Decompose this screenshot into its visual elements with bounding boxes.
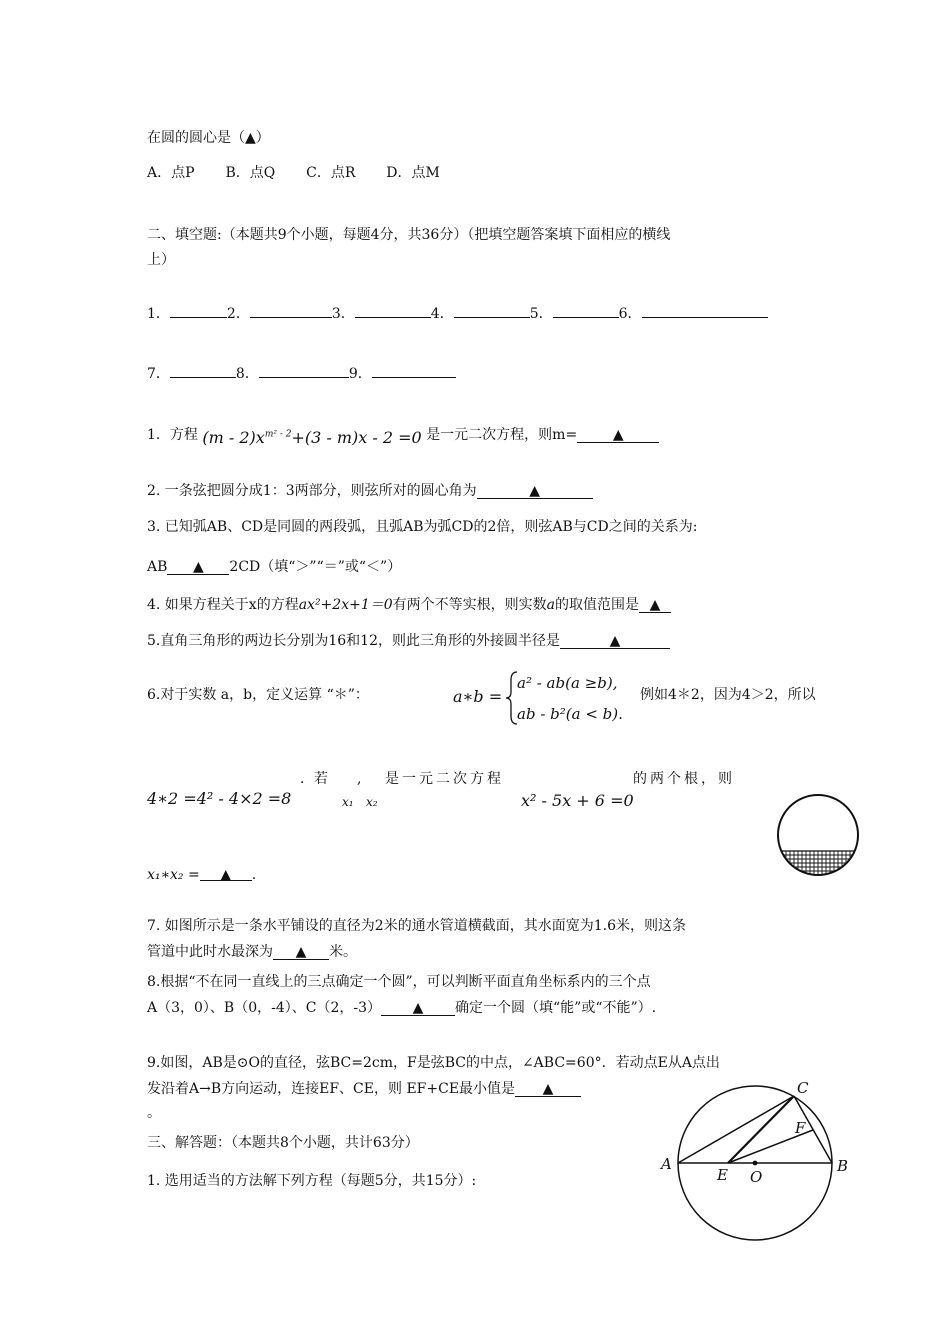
q4-equation: ax²+2x+1＝0 — [298, 597, 393, 613]
q9-line3: 。 — [147, 1105, 161, 1121]
q1-equation — [202, 428, 421, 447]
q4-answer-blank[interactable]: ▲ — [639, 596, 671, 613]
option-d: D．点M — [386, 165, 440, 181]
q1-answer-blank[interactable]: ▲ — [577, 426, 659, 443]
q6-answer-blank[interactable]: ▲ — [200, 866, 252, 881]
segment-ce — [728, 1096, 794, 1163]
answer-row-2 — [147, 361, 456, 383]
section3-q1: 1. 选用适当的方法解下列方程（每题5分，共15分）: — [147, 1173, 477, 1189]
q1-suffix: 是一元二次方程，则m= — [426, 427, 578, 443]
answer-blank-1[interactable] — [170, 301, 227, 318]
label-f: F — [795, 1119, 806, 1137]
q6-result-line: x₁∗x₂ = ▲ . — [147, 867, 257, 883]
option-c: C．点R — [306, 165, 356, 181]
answer-label-4: 4． — [430, 306, 454, 322]
q3-suffix: 2CD（填“＞”“＝”或“＜”） — [229, 559, 402, 575]
q1-eq-part-b: +(3 - m)x - 2 =0 — [291, 428, 422, 447]
q1-eq-exponent: m² - 2 — [264, 429, 292, 440]
q3-answer-blank[interactable]: ▲ — [167, 558, 229, 575]
q6-x1: x₁ — [342, 795, 354, 809]
q1-eq-part-a: (m - 2)x — [202, 428, 265, 447]
section3-title: 三、解答题：（本题共8个小题，共计63分） — [147, 1135, 419, 1151]
q6-result: x₁∗x₂ = — [147, 867, 200, 883]
q4-line — [147, 596, 671, 614]
answer-blank-2[interactable] — [250, 301, 332, 318]
answer-blank-7[interactable] — [170, 361, 236, 378]
q9-text: 发沿着A→B方向运动，连接EF、CE，则 EF+CE最小值是 — [147, 1081, 516, 1097]
chord-ac — [678, 1096, 794, 1163]
option-a: A．点P — [147, 165, 195, 181]
answer-label-8: 8． — [235, 366, 259, 382]
label-b: B — [837, 1157, 849, 1175]
answer-label-1: 1． — [147, 306, 170, 322]
circle-geometry-figure — [655, 1080, 855, 1240]
q6-if-text: ．若 — [300, 771, 328, 787]
answer-label-9: 9． — [348, 366, 372, 382]
q4-suffix: 的取值范围是 — [555, 597, 639, 613]
q6-lhs: a∗b = — [453, 687, 503, 706]
q5-text: 5.直角三角形的两边长分别为16和12，则此三角形的外接圆半径是 — [147, 633, 560, 649]
q5-answer-blank[interactable]: ▲ — [560, 632, 670, 649]
q9-line2 — [147, 1080, 581, 1098]
q3-prefix: AB — [147, 559, 168, 575]
label-c: C — [797, 1079, 809, 1097]
question-stem-end: 在圆的圆心是（▲） — [147, 130, 270, 146]
q2-answer-blank[interactable]: ▲ — [477, 482, 593, 499]
q6-comma: , — [357, 771, 362, 787]
q3-line2 — [147, 558, 401, 576]
q4-var: a — [546, 597, 555, 613]
q6-example: 例如4＊2，因为4＞2，所以 — [640, 687, 816, 703]
q5-line — [147, 632, 670, 650]
q8-prefix: A（3，0）、B（0，-4）、C（2，-3） — [147, 1000, 382, 1016]
q1-line — [147, 425, 659, 447]
answer-blank-4[interactable] — [454, 301, 530, 318]
q9-line1: 9.如图，AB是⊙O的直径，弦BC=2cm，F是弦BC的中点，∠ABC=60°．若动点E从A点出 — [147, 1055, 720, 1071]
q8-line2 — [147, 999, 656, 1017]
answer-blank-6[interactable] — [642, 301, 768, 318]
answer-blank-3[interactable] — [355, 301, 431, 318]
q7-prefix: 管道中此时水最深为 — [147, 944, 273, 960]
q6-root-text: 是一元二次方程 — [385, 771, 504, 787]
q8-suffix: 确定一个圆（填“能”或“不能”）. — [455, 1000, 657, 1016]
label-o: O — [750, 1168, 763, 1186]
q7-line1: 7. 如图所示是一条水平铺设的直径为2米的通水管道横截面，其水面宽为1.6米，则这条 — [147, 918, 686, 934]
q4-prefix: 4. 如果方程关于x的方程 — [147, 597, 299, 613]
section2-title-line1: 二、填空题:（本题共9个小题，每题4分，共36分）（把填空题答案填下面相应的横线 — [147, 227, 671, 243]
pipe-cross-section-figure — [776, 793, 860, 877]
answer-blank-5[interactable] — [553, 301, 619, 318]
answer-label-6: 6． — [618, 306, 642, 322]
section2-title-line2: 上） — [147, 252, 175, 268]
label-a: A — [661, 1155, 672, 1173]
q6-case2: ab - b²(a < b). — [517, 705, 623, 723]
q8-line1: 8.根据“不在同一直线上的三点确定一个圆”，可以判断平面直角坐标系内的三个点 — [147, 974, 651, 990]
q6-example-equation: 4∗2 =4² - 4×2 =8 — [147, 789, 292, 808]
center-point-o — [753, 1161, 758, 1166]
q3-line1: 3. 已知弧AB、CD是同圆的两段弧，且弧AB为弧CD的2倍，则弦AB与CD之间的关系为: — [147, 519, 698, 535]
q7-line2 — [147, 943, 357, 961]
answer-blank-9[interactable] — [372, 361, 456, 378]
q1-prefix: 1．方程 — [147, 427, 198, 443]
answer-label-3: 3． — [331, 306, 355, 322]
water-region — [776, 851, 860, 881]
answer-blank-8[interactable] — [259, 361, 349, 378]
q7-suffix: 米。 — [329, 944, 357, 960]
q6-quadratic: x² - 5x + 6 =0 — [521, 791, 634, 810]
label-e: E — [717, 1166, 728, 1184]
q8-answer-blank[interactable]: ▲ — [381, 999, 455, 1016]
q6-root-suffix: 的两个根，则 — [633, 771, 735, 787]
q2-line — [147, 482, 593, 500]
q2-text: 2. 一条弦把圆分成1：3两部分，则弦所对的圆心角为 — [147, 483, 477, 499]
q6-prefix: 6.对于实数 a，b，定义运算 “＊”： — [147, 687, 369, 703]
answer-row-1 — [147, 301, 768, 323]
answer-label-7: 7． — [147, 366, 170, 382]
choice-options — [147, 164, 440, 182]
q4-middle: 有两个不等实根，则实数 — [392, 597, 547, 613]
q9-answer-blank[interactable]: ▲ — [515, 1080, 581, 1097]
answer-label-2: 2． — [226, 306, 250, 322]
q6-case1: a² - ab(a ≥b), — [517, 674, 618, 692]
answer-label-5: 5． — [529, 306, 553, 322]
q6-x2: x₂ — [366, 795, 378, 809]
q7-answer-blank[interactable]: ▲ — [273, 943, 329, 960]
option-b: B．点Q — [225, 165, 276, 181]
